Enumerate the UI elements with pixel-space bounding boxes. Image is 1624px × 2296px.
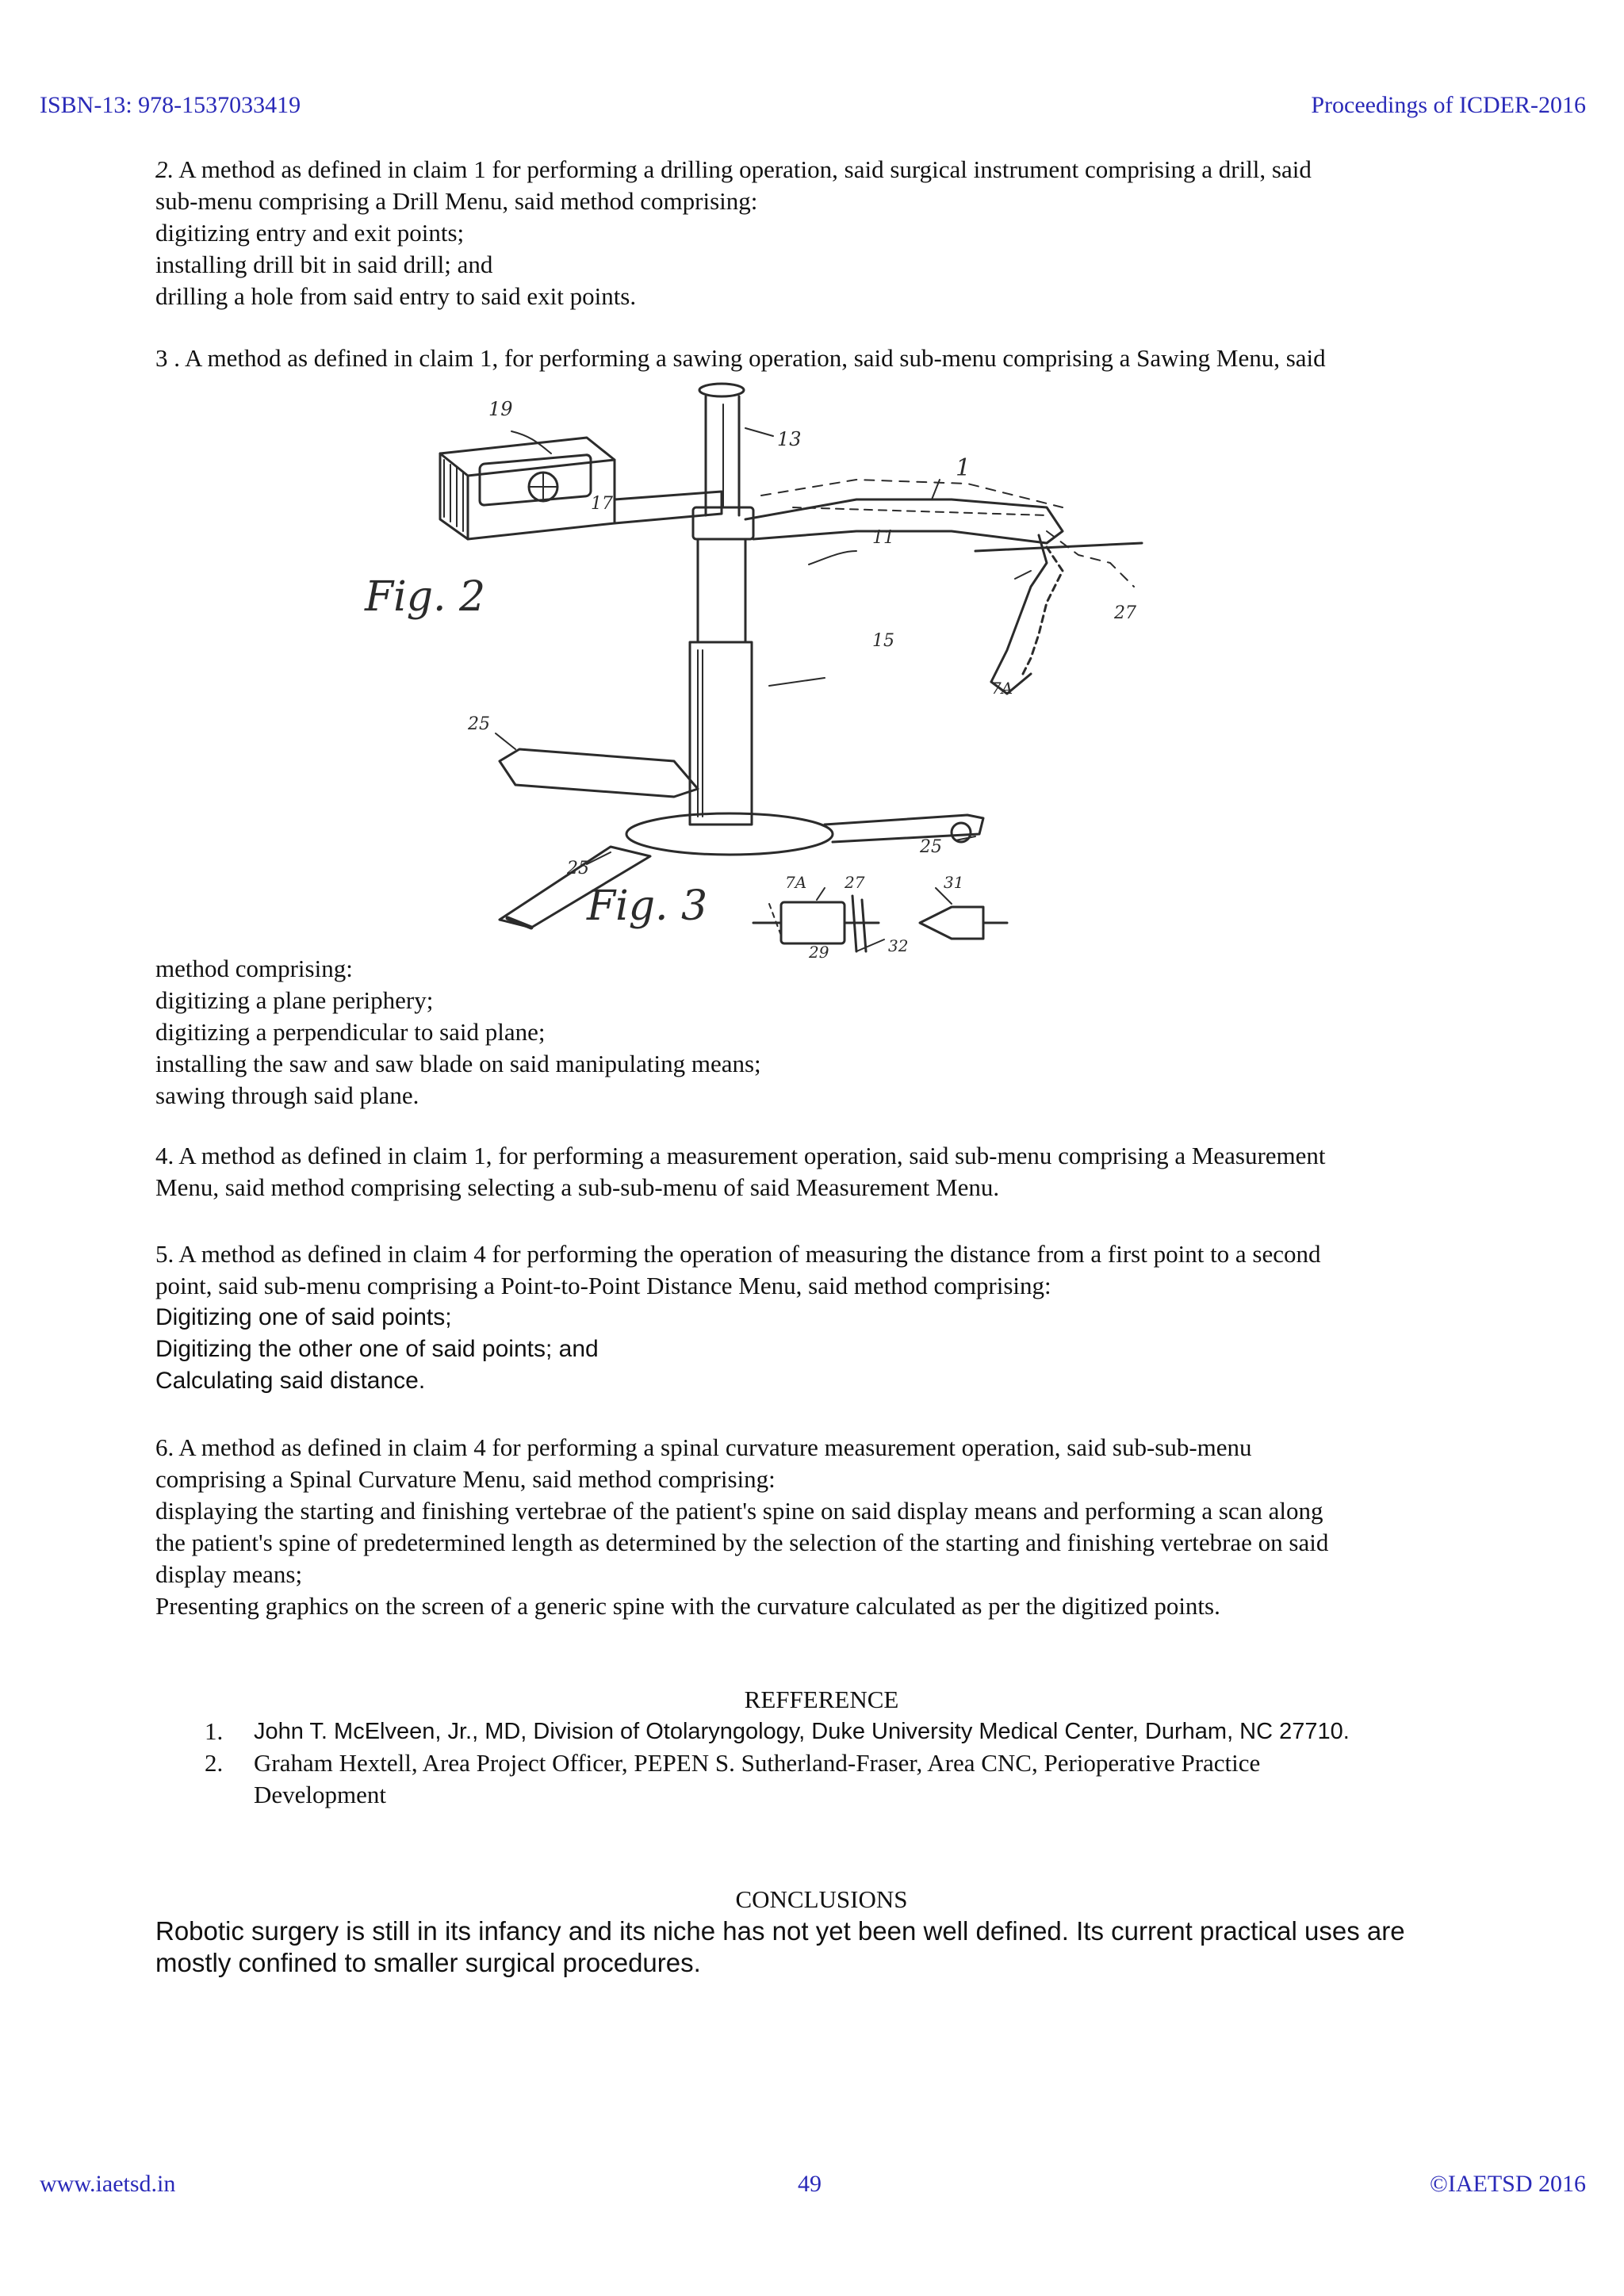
fig-label: 27 bbox=[1114, 603, 1136, 623]
conclusions-section bbox=[155, 1884, 1488, 1979]
column-cap bbox=[699, 384, 744, 396]
fig3-saw-detail bbox=[753, 896, 1007, 951]
claim-3-line: method comprising: bbox=[155, 955, 353, 982]
claim-2-line: installing drill bit in said drill; and bbox=[155, 251, 493, 278]
fig-label: 27 bbox=[845, 873, 865, 892]
conclusions-text: Robotic surgery is still in its infancy and its niche has not yet been well defined. Its current practical uses are bbox=[155, 1916, 1405, 1946]
conclusions-text: mostly confined to smaller surgical procedures. bbox=[155, 1948, 701, 1977]
claim-5-step: Digitizing one of said points; bbox=[155, 1304, 452, 1330]
fig-label: 25 bbox=[468, 714, 490, 734]
footer-copyright: ©IAETSD 2016 bbox=[1430, 2171, 1586, 2197]
claim-2-line-text: A method as defined in claim 1 for performing a drilling operation, said surgical instrument comprising a drill, said bbox=[178, 155, 1312, 183]
claim-3-block bbox=[155, 953, 1488, 1112]
fig-label: 19 bbox=[488, 398, 513, 420]
claim-2-line: 2. A method as defined in claim 1 for performing a drilling operation, said surgical instrument comprising a drill, said bbox=[155, 155, 1312, 183]
fig-label: 1 bbox=[956, 454, 971, 482]
reference-item bbox=[155, 1747, 1488, 1811]
claim-3-line: digitizing a perpendicular to said plane; bbox=[155, 1018, 546, 1046]
references-heading: REFFERENCE bbox=[744, 1686, 899, 1713]
footer-page-number: 49 bbox=[798, 2171, 822, 2197]
claim-5-line: 5. A method as defined in claim 4 for performing the operation of measuring the distance from a first point to a second bbox=[155, 1240, 1321, 1268]
reference-number: 2. bbox=[205, 1749, 224, 1777]
fig-label: 7A bbox=[785, 873, 807, 892]
reference-text-continued: Development bbox=[254, 1781, 387, 1808]
reference-text: John T. McElveen, Jr., MD, Division of Otolaryngology, Duke University Medical Center, Durham, NC 27710. bbox=[254, 1719, 1350, 1744]
fig-label: 31 bbox=[944, 873, 964, 892]
header-proceedings: Proceedings of ICDER-2016 bbox=[1311, 92, 1586, 118]
footer-website: www.iaetsd.in bbox=[40, 2171, 176, 2197]
fig-label: 7A bbox=[991, 679, 1013, 698]
claim-5-step: Digitizing the other one of said points; and bbox=[155, 1336, 599, 1362]
claim-6-line: Presenting graphics on the screen of a generic spine with the curvature calculated as per the digitized points. bbox=[155, 1592, 1220, 1620]
reference-text: Graham Hextell, Area Project Officer, PEPEN S. Sutherland-Fraser, Area CNC, Perioperative Practice bbox=[254, 1749, 1261, 1777]
fig-label: 29 bbox=[809, 943, 829, 962]
reference-item bbox=[155, 1716, 1488, 1747]
fig-label: 25 bbox=[567, 859, 589, 878]
claim-6-line: display means; bbox=[155, 1560, 303, 1588]
patent-figure-robot-arm bbox=[349, 381, 1150, 962]
fig-label: 25 bbox=[920, 837, 942, 857]
claim-3-line: installing the saw and saw blade on said manipulating means; bbox=[155, 1050, 761, 1077]
claim-2-line: drilling a hole from said entry to said exit points. bbox=[155, 282, 637, 310]
references-section bbox=[155, 1684, 1488, 1811]
reference-number: 1. bbox=[205, 1717, 224, 1745]
claim-6-line: comprising a Spinal Curvature Menu, said method comprising: bbox=[155, 1465, 776, 1493]
claim-4-line: 4. A method as defined in claim 1, for performing a measurement operation, said sub-menu comprising a Measurement bbox=[155, 1142, 1326, 1169]
fig-label: 17 bbox=[591, 494, 613, 514]
claim-5-line: point, said sub-menu comprising a Point-to-Point Distance Menu, said method comprising: bbox=[155, 1272, 1051, 1299]
claim-4-line: Menu, said method comprising selecting a sub-sub-menu of said Measurement Menu. bbox=[155, 1173, 1000, 1201]
base-legs bbox=[500, 749, 983, 928]
claim-3-intro bbox=[155, 342, 1488, 374]
claim-6-block bbox=[155, 1432, 1488, 1622]
articulated-arm bbox=[745, 480, 1134, 587]
claim-6-line: the patient's spine of predetermined length as determined by the selection of the starting and finishing vertebrae on said bbox=[155, 1529, 1329, 1556]
claim-5-block bbox=[155, 1238, 1488, 1397]
column-collar bbox=[693, 507, 753, 539]
header-isbn: ISBN-13: 978-1537033419 bbox=[40, 92, 301, 118]
claim-6-line: 6. A method as defined in claim 4 for performing a spinal curvature measurement operation, said sub-sub-menu bbox=[155, 1433, 1252, 1461]
fig-label: 15 bbox=[872, 631, 894, 651]
fig-2-caption: Fig. 2 bbox=[365, 573, 486, 621]
claim-2-line: sub-menu comprising a Drill Menu, said method comprising: bbox=[155, 187, 758, 215]
claim-2-block bbox=[155, 154, 1488, 312]
fig-label: 32 bbox=[888, 936, 909, 955]
fig-label: 11 bbox=[872, 528, 894, 548]
claim-2-line: digitizing entry and exit points; bbox=[155, 219, 465, 247]
fig-label: 13 bbox=[777, 428, 802, 450]
claim-3-line: sawing through said plane. bbox=[155, 1081, 419, 1109]
claim-3-line: digitizing a plane periphery; bbox=[155, 986, 434, 1014]
claim-3-first-line: 3 . A method as defined in claim 1, for performing a sawing operation, said sub-menu comprising a Sawing Menu, said bbox=[155, 344, 1326, 372]
claim-4-block bbox=[155, 1140, 1488, 1203]
claim-6-line: displaying the starting and finishing vertebrae of the patient's spine on said display means and performing a scan along bbox=[155, 1497, 1323, 1525]
claim-5-step: Calculating said distance. bbox=[155, 1368, 426, 1394]
lower-column bbox=[698, 539, 745, 642]
fig-3-caption: Fig. 3 bbox=[587, 882, 708, 930]
display-monitor-box bbox=[440, 438, 615, 539]
conclusions-heading: CONCLUSIONS bbox=[735, 1885, 908, 1913]
